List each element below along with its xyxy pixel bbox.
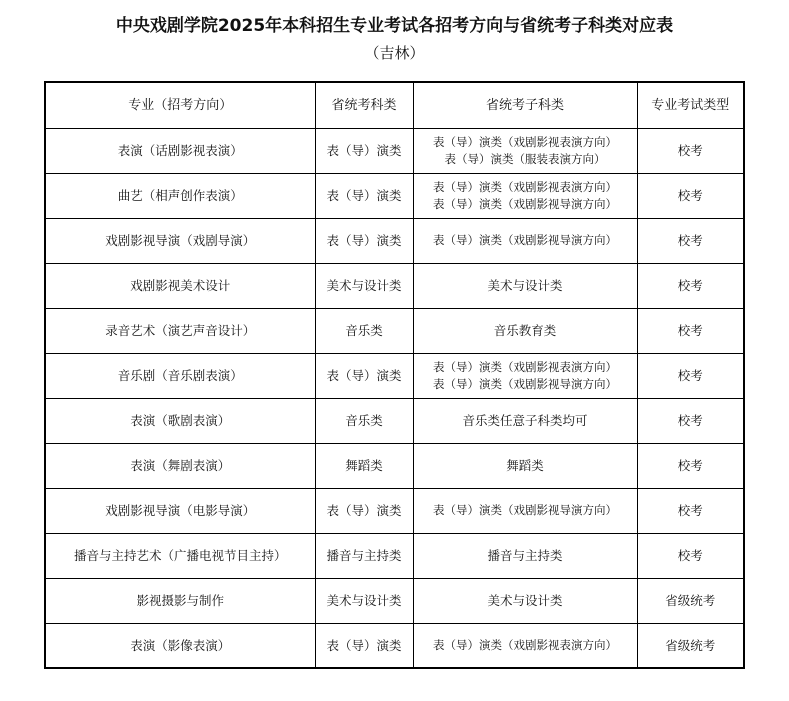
subcategory-line: 表（导）演类（戏剧影视表演方向） — [433, 179, 617, 194]
major-cell: 音乐剧（音乐剧表演） — [45, 353, 315, 398]
subcategory-cell: 音乐教育类 — [413, 308, 637, 353]
exam-type-cell: 校考 — [637, 173, 744, 218]
category-cell: 音乐类 — [315, 398, 413, 443]
exam-type-cell: 校考 — [637, 128, 744, 173]
subcategory-line: 表（导）演类（戏剧影视表演方向） — [433, 359, 617, 374]
category-cell: 表（导）演类 — [315, 353, 413, 398]
exam-type-cell: 校考 — [637, 488, 744, 533]
major-cell: 表演（话剧影视表演） — [45, 128, 315, 173]
subcategory-cell: 播音与主持类 — [413, 533, 637, 578]
major-cell: 表演（影像表演） — [45, 623, 315, 668]
table-row — [45, 533, 744, 578]
subcategory-line: 表（导）演类（戏剧影视导演方向） — [433, 503, 617, 517]
table-row — [45, 218, 744, 263]
exam-type-cell: 省级统考 — [637, 578, 744, 623]
table-row — [45, 353, 744, 398]
major-cell: 录音艺术（演艺声音设计） — [45, 308, 315, 353]
category-cell: 美术与设计类 — [315, 578, 413, 623]
page-subtitle: （吉林） — [364, 44, 425, 62]
exam-type-cell: 校考 — [637, 443, 744, 488]
exam-type-cell: 校考 — [637, 353, 744, 398]
table-row — [45, 578, 744, 623]
subcategory-cell — [413, 488, 637, 533]
category-cell: 表（导）演类 — [315, 173, 413, 218]
table-row — [45, 173, 744, 218]
subcategory-cell: 音乐类任意子科类均可 — [413, 398, 637, 443]
exam-type-cell: 校考 — [637, 533, 744, 578]
major-cell: 戏剧影视导演（戏剧导演） — [45, 218, 315, 263]
category-cell: 舞蹈类 — [315, 443, 413, 488]
subcategory-line: 表（导）演类（戏剧影视导演方向） — [433, 376, 617, 391]
subcategory-cell — [413, 353, 637, 398]
exam-type-cell: 校考 — [637, 218, 744, 263]
subcategory-cell — [413, 173, 637, 218]
header-exam-type: 专业考试类型 — [637, 82, 744, 128]
category-cell: 表（导）演类 — [315, 488, 413, 533]
subcategory-line: 表（导）演类（戏剧影视表演方向） — [433, 134, 617, 149]
major-cell: 曲艺（相声创作表演） — [45, 173, 315, 218]
exam-type-cell: 校考 — [637, 398, 744, 443]
table-header-row — [45, 82, 744, 128]
header-category: 省统考科类 — [315, 82, 413, 128]
major-cell: 表演（歌剧表演） — [45, 398, 315, 443]
major-cell: 戏剧影视美术设计 — [45, 263, 315, 308]
major-cell: 表演（舞剧表演） — [45, 443, 315, 488]
subcategory-cell: 舞蹈类 — [413, 443, 637, 488]
subcategory-cell — [413, 218, 637, 263]
category-cell: 表（导）演类 — [315, 128, 413, 173]
subcategory-cell: 美术与设计类 — [413, 578, 637, 623]
subcategory-cell — [413, 623, 637, 668]
category-cell: 美术与设计类 — [315, 263, 413, 308]
major-cell: 影视摄影与制作 — [45, 578, 315, 623]
subcategory-cell — [413, 128, 637, 173]
major-cell: 戏剧影视导演（电影导演） — [45, 488, 315, 533]
table-row — [45, 263, 744, 308]
subcategory-line: 表（导）演类（戏剧影视表演方向） — [433, 637, 617, 652]
subcategory-line: 表（导）演类（戏剧影视导演方向） — [433, 233, 617, 247]
category-cell: 表（导）演类 — [315, 623, 413, 668]
major-cell: 播音与主持艺术（广播电视节目主持） — [45, 533, 315, 578]
table-row — [45, 128, 744, 173]
exam-type-cell: 省级统考 — [637, 623, 744, 668]
category-cell: 表（导）演类 — [315, 218, 413, 263]
subcategory-line: 表（导）演类（服装表演方向） — [444, 151, 606, 166]
exam-type-cell: 校考 — [637, 308, 744, 353]
exam-type-cell: 校考 — [637, 263, 744, 308]
subcategory-cell: 美术与设计类 — [413, 263, 637, 308]
category-cell: 音乐类 — [315, 308, 413, 353]
subcategory-line: 表（导）演类（戏剧影视导演方向） — [433, 196, 617, 211]
table-row — [45, 443, 744, 488]
mapping-table — [44, 81, 745, 669]
table-row — [45, 488, 744, 533]
table-row — [45, 398, 744, 443]
table-row — [45, 308, 744, 353]
page-title: 中央戏剧学院2025年本科招生专业考试各招考方向与省统考子科类对应表 — [115, 16, 674, 36]
category-cell: 播音与主持类 — [315, 533, 413, 578]
header-subcategory: 省统考子科类 — [413, 82, 637, 128]
header-major: 专业（招考方向） — [45, 82, 315, 128]
table-row — [45, 623, 744, 668]
